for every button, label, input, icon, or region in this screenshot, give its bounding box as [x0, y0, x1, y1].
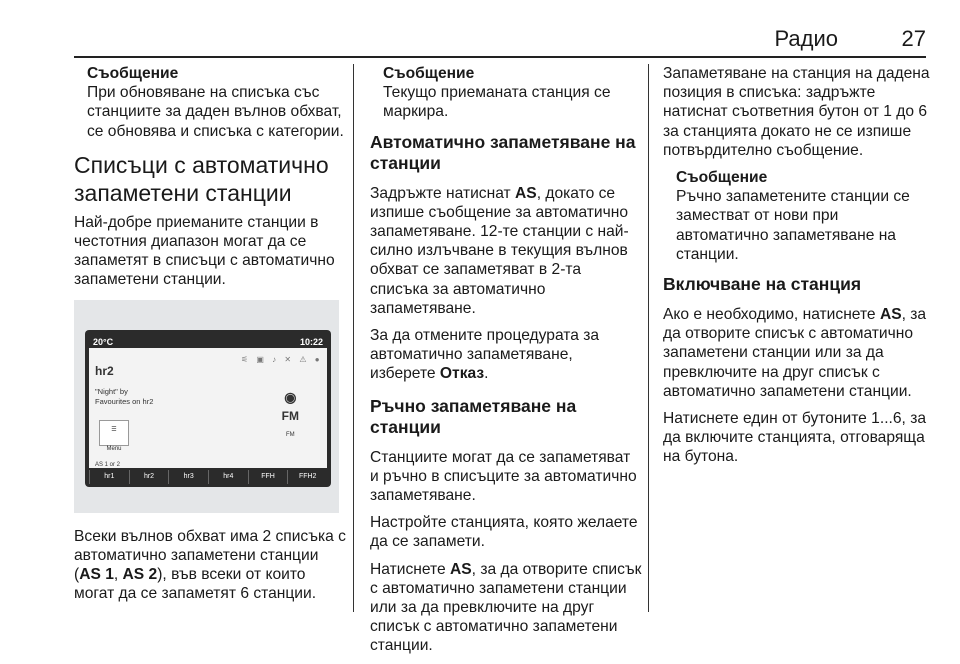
button-ref: AS 1 — [79, 566, 114, 584]
header-rule — [74, 56, 926, 58]
status-bar — [89, 332, 327, 346]
preset-bar — [89, 470, 327, 484]
preset-button: FFH — [248, 470, 288, 484]
band-indicator — [282, 388, 299, 446]
menu-button — [99, 420, 129, 452]
button-ref: AS — [879, 306, 902, 324]
note-box — [370, 64, 642, 122]
page-header — [74, 26, 926, 56]
preset-button: hr2 — [129, 470, 169, 484]
paragraph — [370, 560, 642, 656]
note-heading: Съобщение — [87, 65, 179, 82]
clock-readout: 10:22 — [299, 336, 323, 347]
radio-screenshot — [74, 300, 339, 513]
text-run: , за да отворите списък с автоматично запаметени станции или за да превключите на друг списък с автоматично запаметени станции. — [663, 306, 927, 400]
button-ref: Отказ — [439, 365, 485, 383]
paragraph — [74, 527, 346, 604]
text-run: Натиснете — [370, 560, 450, 578]
preset-button: FFH2 — [287, 470, 327, 484]
paragraph — [370, 184, 642, 318]
text-run: Ако е необходимо, натиснете — [663, 306, 880, 324]
text-run: ), във всеки от които могат да се запаметят 6 станции. — [74, 566, 317, 603]
subsection-heading: Автоматично запаметяване на станции — [370, 131, 636, 173]
page-number: 27 — [901, 26, 926, 51]
paragraph — [663, 305, 933, 401]
radio-text-line2: Favourites on hr2 — [95, 396, 154, 406]
button-ref: AS — [515, 184, 537, 202]
preset-button: hr3 — [168, 470, 208, 484]
band-sublabel: FM — [286, 432, 295, 439]
column-divider — [353, 64, 354, 612]
band-label: FM — [281, 408, 299, 423]
column-1 — [74, 64, 346, 611]
note-box — [74, 64, 346, 141]
paragraph: Натиснете един от бутоните 1...6, за да включите станцията, отговаряща на бутона. — [663, 410, 927, 466]
text-run: . — [484, 365, 489, 383]
subsection-heading: Включване на станция — [663, 274, 862, 295]
note-text: При обновяване на списъка със станциите за даден вълнов обхват, се обновява и списъка с категории. — [87, 84, 344, 140]
column-divider — [648, 64, 649, 612]
radio-text-line1: "Night" by — [95, 386, 128, 396]
infotainment-display — [85, 330, 331, 487]
temperature-readout: 20°C — [93, 336, 114, 347]
as-list-indicator: AS 1 or 2 — [95, 461, 121, 468]
text-run: , за да отворите списък с автоматично запаметени станции или за да превключите на друг списък с автоматично запаметени станции. — [370, 560, 642, 655]
menu-label: Menu — [106, 445, 122, 452]
note-box — [663, 168, 933, 264]
preset-button: hr1 — [89, 470, 129, 484]
text-run: Задръжте натиснат — [370, 184, 516, 202]
note-heading: Съобщение — [676, 169, 768, 187]
paragraph: Запаметяване на станция на дадена позиция в списъка: задръжте натиснат съответния бутон от 1 до 6 за станцията докато не се изпише потвърдително съобщение. — [663, 65, 930, 159]
subsection-heading: Ръчно запаметяване на станции — [370, 395, 577, 437]
section-heading: Списъци с автоматично запаметени станции — [74, 151, 329, 206]
station-name: hr2 — [95, 363, 114, 378]
paragraph: Станциите могат да се запаметяват и ръчно в списъците за автоматично запаметяване. — [370, 448, 637, 505]
column-3 — [663, 64, 933, 475]
paragraph: Най-добре приеманите станции в честотния диапазон могат да се запаметят в списъци с автоматично запаметени станции. — [74, 213, 335, 289]
note-text: Ръчно запаметените станции се заместват от нови при автоматично запаметяване на станции. — [676, 188, 910, 263]
preset-button: hr4 — [208, 470, 248, 484]
button-ref: AS — [449, 560, 472, 578]
radio-wave-icon: ◉ — [284, 388, 297, 405]
text-run: , докато се изпише съобщение за автоматично запаметяване. 12-те станции с най-силно излъчване в текущия вълнов обхват се запаметяват в 2-та списъка за автоматично запаметяване. — [370, 184, 629, 317]
paragraph: Настройте станцията, която желаете да се запамети. — [370, 514, 638, 551]
radio-main-area — [89, 348, 327, 468]
text-run: За да отмените процедурата за автоматично запаметяване, изберете — [370, 327, 600, 383]
note-text: Текущо приеманата станция се маркира. — [383, 84, 611, 121]
note-heading: Съобщение — [383, 65, 475, 82]
section-title: Радио — [774, 26, 838, 51]
menu-icon: ☰ — [111, 426, 117, 433]
paragraph — [370, 326, 642, 384]
button-ref: AS 2 — [122, 566, 158, 584]
column-2 — [370, 64, 642, 664]
status-icons: ⚟ ▣ ♪ ✕ ⚠ ● — [241, 354, 323, 364]
text-run: , — [113, 566, 123, 584]
text-run: Всеки вълнов обхват има 2 списъка с автоматично запаметени станции ( — [74, 527, 346, 584]
